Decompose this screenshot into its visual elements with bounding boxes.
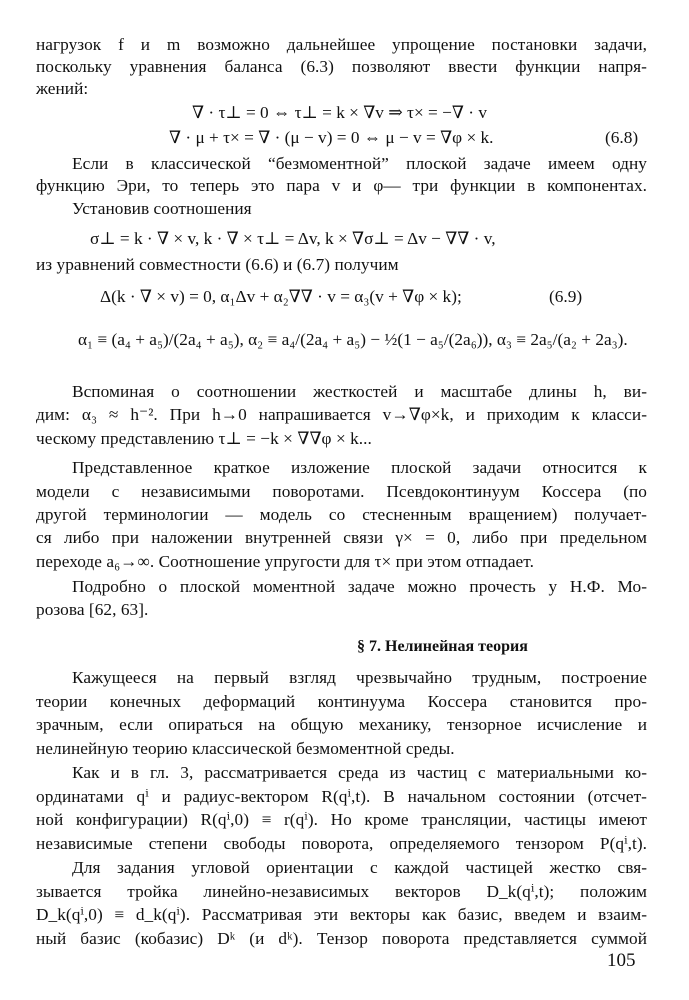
text-line: переходе a₆→∞. Соотношение упругости для τ× при этом отпадает. [36,552,534,571]
equation: Δ(k · ∇ × v) = 0, α₁Δv + α₂∇∇ · v = α₃(v + ∇φ × k); [100,287,462,306]
text-line: жений: [36,79,89,98]
text-line: дим: α₃ ≈ h⁻². При h→0 напрашивается v→∇φ×k, и приходим к класси- [36,405,647,424]
text-line: зрачным, если опираться на общую механику, тензорное исчисление и [36,715,647,734]
equation: α₁ ≡ (a₄ + a₅)/(2a₄ + a₅), α₂ ≡ a₄/(2a₄ + a₅) − ½(1 − a₅/(2a₆)), α₃ ≡ 2a₅/(a₂ + 2a₃). [78,330,628,349]
text-line: D_k(qⁱ,0) ≡ d_k(qⁱ). Рассматривая эти векторы как базис, введем и взаим- [36,905,647,924]
text-line: независимые степени свободы поворота, определяемого тензором P(qⁱ,t). [36,834,647,853]
text-line: нелинейную теорию классической безмоментной среды. [36,739,455,758]
text-line: Представленное краткое изложение плоской задачи относится к [72,458,647,477]
text-line: Вспоминая о соотношении жесткостей и масштабе длины h, ви- [72,382,647,401]
text-line: теории конечных деформаций континуума Коссера становится про- [36,692,647,711]
text-line: Как и в гл. 3, рассматривается среда из частиц с материальными ко- [72,763,647,782]
equation: σ⊥ = k · ∇ × v, k · ∇ × τ⊥ = Δv, k × ∇σ⊥ = Δv − ∇∇ · v, [90,229,496,248]
text-line: модели с независимыми поворотами. Псевдоконтинуум Коссера (по [36,482,647,501]
text-line: зывается тройка линейно-независимых векторов D_k(qⁱ,t); положим [36,882,647,901]
text-line: Кажущееся на первый взгляд чрезвычайно трудным, построение [72,668,647,687]
text-line: ческому представлению τ⊥ = −k × ∇∇φ × k... [36,429,372,448]
equation: ∇ · μ + τ× = ∇ · (μ − v) = 0 ⇔ μ − v = ∇φ × k. [169,128,494,147]
text-line: функцию Эри, то теперь это пара v и φ— три функции в компонентах. [36,176,647,195]
equation-number: (6.9) [549,287,583,306]
text-line: поскольку уравнения баланса (6.3) позволяют ввести функции напря- [36,57,647,76]
text-line: Для задания угловой ориентации с каждой частицей жестко свя- [72,858,647,877]
text-line: ординатами qⁱ и радиус-вектором R(qⁱ,t). В начальном состоянии (отсчет- [36,787,647,806]
text-line: ный базис (кобазис) Dᵏ (и dᵏ). Тензор поворота представляется суммой [36,929,647,948]
equation: ∇ · τ⊥ = 0 ⇔ τ⊥ = k × ∇v ⇒ τ× = −∇ · v [192,103,487,122]
text-line: из уравнений совместности (6.6) и (6.7) получим [36,255,399,274]
text-line: ной конфигурации) R(qⁱ,0) ≡ r(qⁱ). Но кроме трансляции, частицы имеют [36,810,647,829]
page-number: 105 [607,950,636,971]
text-line: нагрузок f и m возможно дальнейшее упрощение постановки задачи, [36,35,647,54]
text-line: Подробно о плоской моментной задаче можно прочесть у Н.Ф. Мо- [72,577,647,596]
text-line: другой терминологии — модель со стесненным вращением) получает- [36,505,647,524]
equation-number: (6.8) [605,128,639,147]
section-heading: § 7. Нелинейная теория [357,638,528,655]
text-line: розова [62, 63]. [36,600,149,619]
text-line: Если в классической “безмоментной” плоской задаче имеем одну [72,154,647,173]
text-line: Установив соотношения [72,199,252,218]
text-line: ся либо при наложении внутренней связи γ× = 0, либо при предельном [36,528,647,547]
